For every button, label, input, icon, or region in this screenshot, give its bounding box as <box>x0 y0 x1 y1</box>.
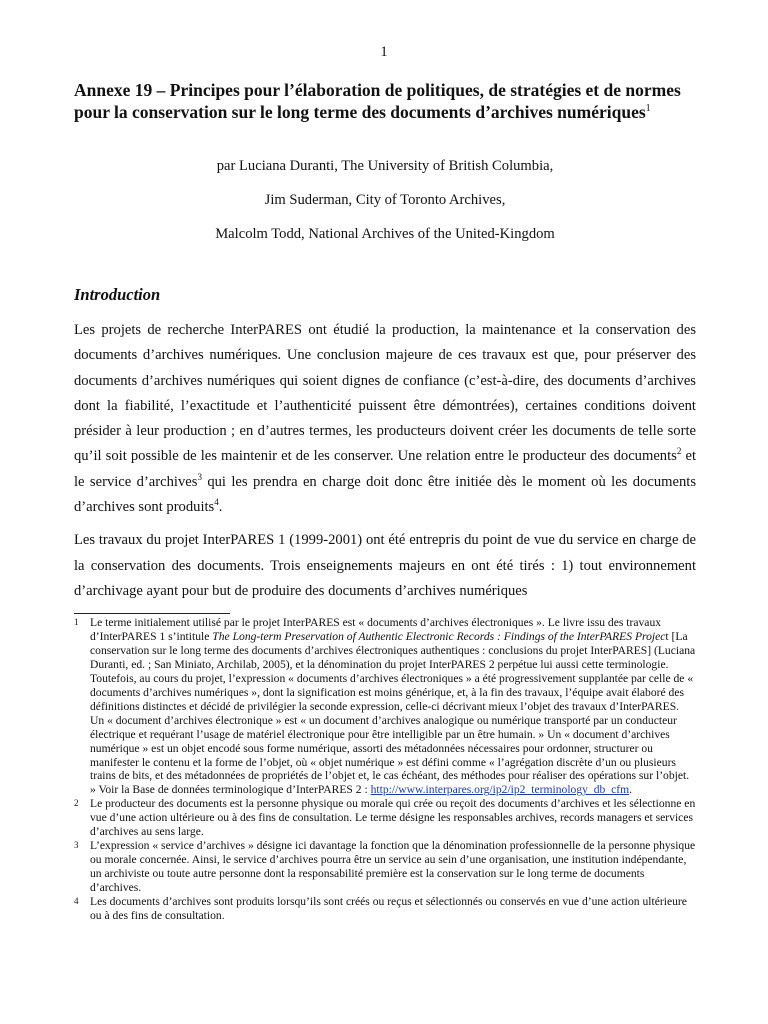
footnote-text-part: Le terme initialement utilisé par le projet InterPARES est « documents d’archives électroniques ». Le livre issu des travaux d’InterPARES 1 s’intitule <box>90 616 662 643</box>
author-line: Malcolm Todd, National Archives of the United-Kingdom <box>215 226 555 242</box>
footnote-text: L’expression « service d’archives » désigne ici davantage la fonction que la dénomination professionnelle de la personne physique ou morale concernée. Ainsi, le service d’archives pourra être un service au sein d’une organisation, une institution indépendante, un archiviste ou toute autre personne dont la responsabilité première est la conservation sur le long terme de documents d’archives. <box>90 839 696 895</box>
footnote-ref-1[interactable]: 1 <box>645 102 651 114</box>
page-number: 1 <box>380 44 388 60</box>
paragraph-text: qui les prendra en charge doit donc être initiée dès le moment où les documents d’archives sont produits <box>74 473 696 516</box>
footnote-4 <box>74 895 696 923</box>
footnotes <box>74 616 696 923</box>
footnote-ref-3[interactable]: 3 <box>197 471 202 482</box>
footnote-text: Les documents d’archives sont produits lorsqu’ils sont créés ou reçus et sélectionnés ou conservés en vue d’une action ultérieure ou à des fins de consultation. <box>90 895 687 923</box>
footnote-2 <box>74 797 696 839</box>
paragraph <box>74 318 696 520</box>
author-line: par Luciana Duranti, The University of British Columbia, <box>216 158 554 174</box>
footnote-text-part: . <box>629 783 633 797</box>
footnote-number: 4 <box>74 896 79 907</box>
book-title: The Long-term Preservation of Authentic Electronic Records : Findings of the InterPARES Projec <box>212 629 666 643</box>
footnote-separator <box>74 613 230 614</box>
document-title-text: Annexe 19 – Principes pour l’élaboration de politiques, de stratégies et de normes pour la conservation sur le long terme des documents d’archives numériques <box>74 80 681 122</box>
introduction-heading: Introduction <box>74 285 161 304</box>
author-line: Jim Suderman, City of Toronto Archives, <box>264 192 506 208</box>
footnote-number: 2 <box>74 798 79 809</box>
footnote-number: 1 <box>74 617 79 627</box>
terminology-db-link[interactable]: http://www.interpares.org/ip2/ip2_terminology_db_cfm <box>370 783 630 797</box>
paragraph: Les travaux du projet InterPARES 1 (1999-2001) ont été entrepris du point de vue du service en charge de la conservation des documents. Trois enseignements majeurs en ont été tirés : 1) tout environnement d’archivage ayant pour but de produire des documents d’archives numériques <box>74 532 696 599</box>
paragraph-text: . <box>218 499 223 516</box>
footnote-3 <box>74 839 696 895</box>
footnote-ref-4[interactable]: 4 <box>214 497 219 508</box>
introduction-body <box>74 318 696 612</box>
authors-block <box>74 149 696 251</box>
footnote-1 <box>74 616 696 797</box>
footnote-text: Le producteur des documents est la personne physique ou morale qui crée ou reçoit des documents d’archives et les sélectionne en vue d’une action ultérieure ou à des fins de consultation. Le terme désigne les responsables archives, records managers et services d’archives au sens large. <box>90 797 696 839</box>
paragraph-text: et le service d’archives <box>74 448 696 490</box>
footnote-number: 3 <box>74 840 79 851</box>
footnote-text-part: t [La conservation sur le long terme des documents d’archives électroniques authentiques : conclusions du projet InterPARES] (Luciana Duranti, ed. ; San Miniato, Archilab, 2005), et la dénomination du projet InterPARES 2 perpétue lui aussi cette terminologie. Toutefois, au cours du projet, l’expression « documents d’archives électroniques » a été progressivement supplantée par celle de « documents d’archives numériques », dont la signification est moins générique, et, à la fin des travaux, l’équipe avait élaboré des définitions distinctes et décidé de privilégier la seconde expression, celle-ci décrivant mieux l’objet des travaux d’InterPARES. Un « document d’archives électronique » est « un document d’archives analogique ou numérique transporté par un conducteur électrique et requérant l’usage de matériel électronique pour être intelligible par un être humain. » Un « document d’archives numérique » est un objet encodé sous forme numérique, assorti des métadonnées nécessaires pour ordonner, structurer ou manifester le contenu et la forme de l’objet, où « objet numérique » est défini comme « l’agrégation discrète d’un ou plusieurs trains de bits, et des métadonnées de propriétés de l’objet et, le cas échéant, des méthodes pour réaliser des opérations sur l’objet. » Voir la Base de données terminologique d’InterPARES 2 : <box>90 629 696 797</box>
footnote-text <box>90 616 696 797</box>
footnote-ref-2[interactable]: 2 <box>676 446 682 457</box>
document-title <box>74 80 696 123</box>
paragraph-text: Les projets de recherche InterPARES ont étudié la production, la maintenance et la conservation des documents d’archives numériques. Une conclusion majeure de ces travaux est que, pour préserver des documents d’archives numériques qui soient dignes de confiance (c’est-à-dire, des documents d’archives dont la fiabilité, l’exactitude et l’authenticité puissent être démontrées), certaines conditions doivent présider à leur production ; en d’autres termes, les producteurs doivent créer les documents de telle sorte qu’il soit possible de les maintenir et de les conserver. Une relation entre le producteur des documents <box>74 322 696 465</box>
